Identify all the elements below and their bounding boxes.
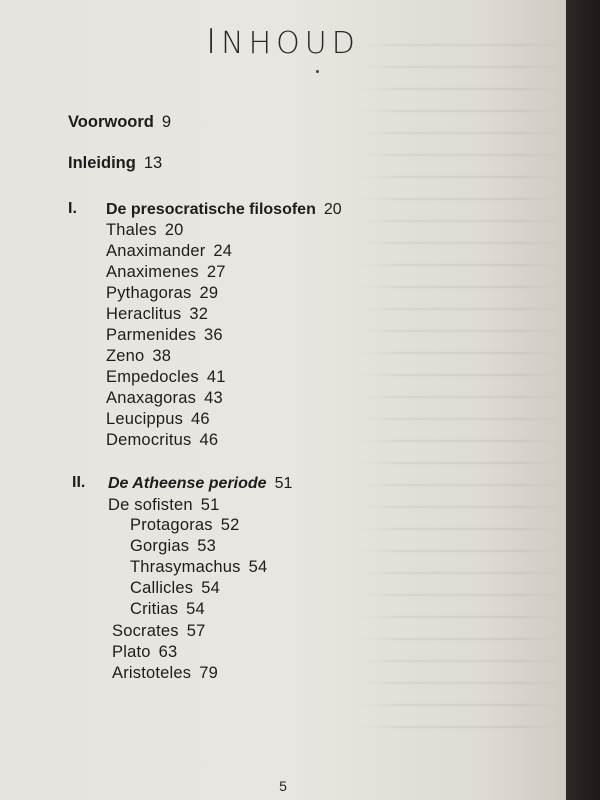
toc-item: Protagoras 52 <box>130 516 240 534</box>
ornament-dot <box>316 70 319 73</box>
section-number-2: II. <box>72 474 86 491</box>
toc-item: Democritus 46 <box>106 431 219 449</box>
toc-item: Critias 54 <box>130 600 205 618</box>
toc-item: Gorgias 53 <box>130 537 216 555</box>
toc-item: Callicles 54 <box>130 579 220 597</box>
toc-entry-inleiding: Inleiding 13 <box>68 154 163 172</box>
toc-entry-voorwoord: Voorwoord 9 <box>68 113 172 131</box>
toc-item: Thrasymachus 54 <box>130 558 268 576</box>
show-through-text <box>360 30 560 730</box>
toc-item: Anaximander 24 <box>106 242 233 260</box>
toc-item: Heraclitus 32 <box>106 305 209 323</box>
toc-section-presocratici: De presocratische filosofen 20 <box>106 201 342 218</box>
page-title: INHOUD <box>206 22 360 62</box>
toc-item: Aristoteles 79 <box>112 664 218 682</box>
toc-item: Anaxagoras 43 <box>106 389 223 407</box>
toc-subsection-sofisten: De sofisten 51 <box>108 496 220 514</box>
book-edge-shadow <box>566 0 600 800</box>
page-number: 5 <box>279 778 287 794</box>
toc-item: Socrates 57 <box>112 622 206 640</box>
toc-section-atheense-periode: De Atheense periode 51 <box>108 475 293 492</box>
toc-item: Thales 20 <box>106 221 184 239</box>
toc-item: Leucippus 46 <box>106 410 210 428</box>
toc-item: Anaximenes 27 <box>106 263 226 281</box>
toc-item: Plato 63 <box>112 643 178 661</box>
section-number-1: I. <box>68 200 77 217</box>
toc-item: Empedocles 41 <box>106 368 226 386</box>
toc-item: Parmenides 36 <box>106 326 223 344</box>
toc-item: Zeno 38 <box>106 347 172 365</box>
toc-item: Pythagoras 29 <box>106 284 219 302</box>
